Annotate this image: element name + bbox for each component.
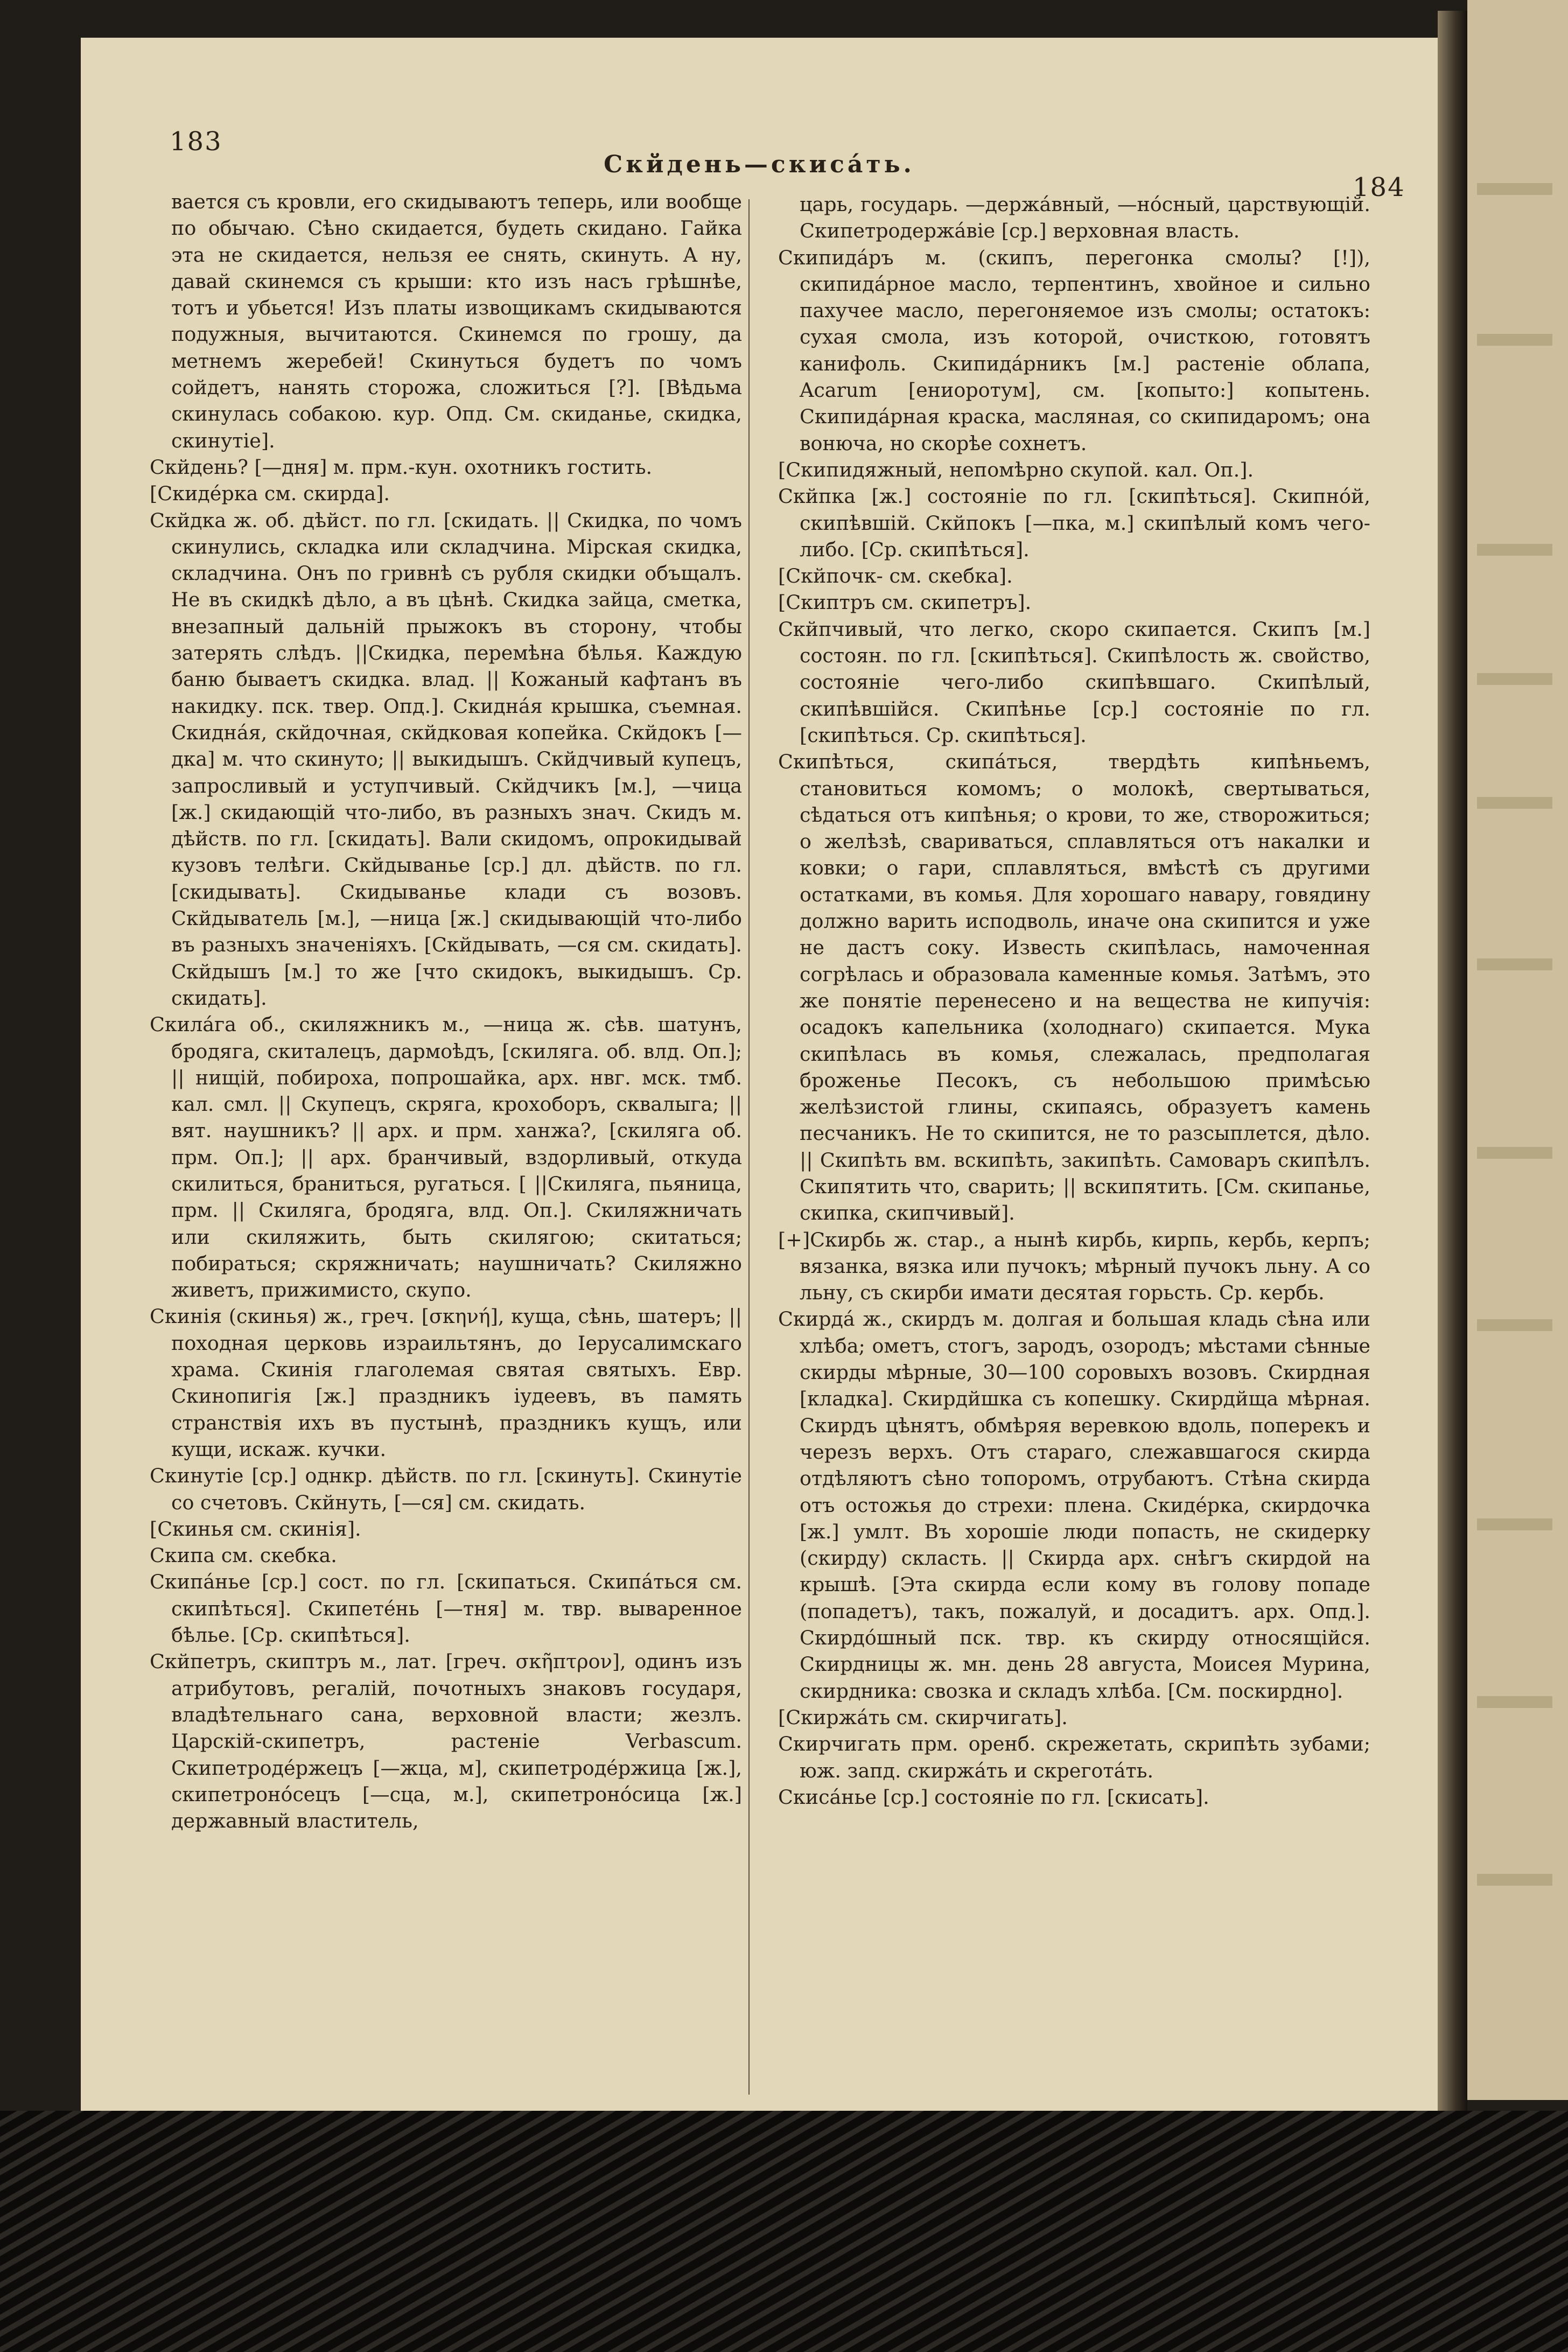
dictionary-page [81, 38, 1438, 2111]
dark-background-band [0, 2111, 1568, 2352]
running-head: Скйдень—скисáть. [604, 151, 915, 178]
entry: Скипѣться, скипáться, твердѣть кипѣньемъ, становиться комомъ; о молокѣ, свертываться, сѣдаться отъ кипѣнья; о крови, то же, створожиться; о желѣзѣ, свариваться, сплавляться отъ накалки и ковки; о гари, сплавляться, вмѣстѣ съ другими остатками, въ комья. Для хорошаго навару, говядину должно варить исподволь, иначе она скипится и уже не дастъ соку. Известь скипѣлась, намоченная согрѣлась и образовала каменные комья. Затѣмъ, это же понятіе перенесено и на вещества не кипучія: осадокъ капельника (холоднаго) скипается. Мука скипѣлась въ комья, слежалась, предполагая броженье Песокъ, съ небольшою примѣсью желѣзистой глины, скипаясь, образуетъ камень песчаникъ. Не то скипится, не то разсыплется, дѣло. || Скипѣть вм. вскипѣть, закипѣть. Самоваръ скипѣлъ. Скипятить что, сварить; || вскипятить. [См. скипанье, скипка, скипчивый]. [778, 750, 1370, 1225]
faint-text-line [1477, 673, 1552, 685]
entry: Скирдá ж., скирдъ м. долгая и большая кладь сѣна или хлѣба; ометъ, стогъ, зародъ, озородъ; мѣстами сѣнные скирды мѣрные, 30—100 соровыхъ возовъ. Скирдная [кладка]. Скирдйшка съ копешку. Скирдйща мѣрная. Скирдъ цѣнятъ, обмѣряя веревкою вдоль, поперекъ и черезъ верхъ. Отъ стараго, слежавшагося скирда отдѣляютъ сѣно топоромъ, отрубаютъ. Стѣна скирда отъ остожья до стрехи: плена. Скидéрка, скирдочка [ж.] умлт. Въ хорошіе люди попасть, не скидерку (скирду) скласть. || Скирда арх. снѣгъ скирдой на крышѣ. [Эта скирда если кому въ голову попаде (попадетъ), такъ, пожалуй, и досадитъ. арх. Опд.]. Скирдóшный пск. твр. къ скирду относящійся. Скирдницы ж. мн. день 28 августа, Моисея Мурина, скирдника: свозка и складъ хлѣба. [См. поскирдно]. [778, 1307, 1370, 1703]
faint-text-line [1477, 544, 1552, 556]
left-column [150, 188, 742, 1834]
entry: Скйпка [ж.] состояніе по гл. [скипѣться]. Скипнóй, скипѣвшій. Скйпокъ [—пка, м.] скипѣлый комъ чего-либо. [Ср. скипѣться]. [778, 485, 1370, 561]
page-number-left: 183 [170, 127, 222, 157]
entry: Скинія (скинья) ж., греч. [σκηνή], куща, сѣнь, шатеръ; || походная церковь израильтянъ, до Іерусалимскаго храма. Скинія глаголемая святая святыхъ. Евр. Скинопигія [ж.] праздникъ іудеевъ, въ память странствія ихъ въ пустынѣ, праздникъ кущъ, или кущи, искаж. кучки. [150, 1305, 742, 1461]
next-page-edge [1467, 0, 1568, 2100]
entry: [Скипидяжный, непомѣрно скупой. кал. Оп.]. [778, 458, 1254, 481]
entry: [Скинья см. скинія]. [150, 1517, 361, 1541]
entry: Скинутіе [ср.] однкр. дѣйств. по гл. [скинуть]. Скинутіе со счетовъ. Скйнуть, [—ся] см. скидать. [150, 1464, 742, 1514]
entry: [Скиптръ см. скипетръ]. [778, 591, 1032, 614]
entry: Скисáнье [ср.] состояніе по гл. [скисать]. [778, 1785, 1209, 1809]
column-divider [748, 199, 750, 2095]
faint-text-line [1477, 958, 1552, 970]
entry: Скйдень? [—дня] м. прм.-кун. охотникъ гостить. [150, 455, 653, 479]
faint-text-line [1477, 183, 1552, 195]
book-gutter [1438, 11, 1467, 2111]
faint-text-line [1477, 797, 1552, 809]
faint-text-line [1477, 1147, 1552, 1159]
entry: [Скйпочк- см. скебка]. [778, 564, 1013, 588]
faint-text-line [1477, 1518, 1552, 1530]
entry: Скилáга об., скиляжникъ м., —ница ж. сѣв. шатунъ, бродяга, скиталецъ, дармоѣдъ, [скиляга. об. влд. Оп.]; || нищій, побироха, попрошайка, арх. нвг. мск. тмб. кал. смл. || Скупецъ, скряга, крохоборъ, сквалыга; || вят. наушникъ? || арх. и прм. ханжа?, [скиляга об. прм. Оп.]; || арх. бранчивый, вздорливый, откуда скилиться, браниться, ругаться. [ ||Скиляга, пьяница, прм. || Скиляга, бродяга, влд. Оп.]. Скиляжничать или скиляжить, быть скилягою; скитаться; побираться; скряжничать; наушничать? Скиляжно живетъ, прижимисто, скупо. [150, 1013, 742, 1302]
right-column [778, 191, 1370, 1810]
entry: вается съ кровли, его скидываютъ теперь, или вообще по обычаю. Сѣно скидается, будеть скидано. Гайка эта не скидается, нельзя ее снять, скинуть. А ну, давай скинемся съ крыши: кто изъ насъ грѣшнѣе, тотъ и убьется! Изъ платы извощикамъ скидываются подужныя, вычитаются. Скинемся по грошу, да метнемъ жеребей! Скинуться будетъ по чомъ сойдетъ, нанять сторожа, сложиться [?]. [Вѣдьма скинулась собакою. кур. Опд. См. скиданье, скидка, скинутіе]. [171, 190, 742, 452]
entry: Скйпетръ, скиптръ м., лат. [греч. σκῆπτρον], одинъ изъ атрибутовъ, регалій, почотныхъ знаковъ государя, владѣтельнаго сана, верховной власти; жезлъ. Царскій-скипетръ, растеніе Verbascum. Скипетродéржецъ [—жца, м], скипетродéржица [ж.], скипетронóсецъ [—сца, м.], скипетронóсица [ж.] державный властитель, [150, 1650, 742, 1833]
page-number-right: 184 [1353, 172, 1405, 202]
entry: Скйпчивый, что легко, скоро скипается. Скипъ [м.] состоян. по гл. [скипѣться]. Скипѣлость ж. свойство, состояніе чего-либо скипѣвшаго. Скипѣлый, скипѣвшійся. Скипѣнье [ср.] состояніе по гл. [скипѣться. Ср. скипѣться]. [778, 617, 1370, 747]
entry: царь, государь. —держáвный, —нóсный, царствующій. Скипетродержáвіе [ср.] верховная власть. [800, 193, 1370, 243]
faint-text-line [1477, 334, 1552, 346]
entry: [Скиржáть см. скирчигать]. [778, 1705, 1068, 1729]
faint-text-line [1477, 1696, 1552, 1708]
entry: [Скидéрка см. скирда]. [150, 482, 390, 506]
entry: Скипидáръ м. (скипъ, перегонка смолы? [!]), скипидáрное масло, терпентинъ, хвойное и сильно пахучее масло, перегоняемое изъ смолы; остатокъ: сухая смола, изъ которой, очисткою, готовятъ канифоль. Скипидáрникъ [м.] растеніе облапа, Acarum [ениоротум], см. [копыто:] копытень. Скипидáрная краска, масляная, со скипидаромъ; она вонюча, но скорѣе сохнетъ. [778, 246, 1370, 455]
faint-text-line [1477, 1319, 1552, 1331]
faint-text-line [1477, 1874, 1552, 1886]
entry: Скирчигать прм. оренб. скрежетать, скрипѣть зубами; юж. запд. скиржáть и скреготáть. [778, 1732, 1370, 1782]
entry: Скипáнье [ср.] сост. по гл. [скипаться. Скипáться см. скипѣться]. Скипетéнь [—тня] м. твр. вываренное бѣлье. [Ср. скипѣться]. [150, 1570, 742, 1647]
entry: [+]Скирбь ж. стар., а нынѣ кирбь, кирпь, кербь, керпъ; вязанка, вязка или пучокъ; мѣрный пучокъ льну. А со льну, съ скирби имати десятая горьсть. Ср. кербь. [778, 1228, 1370, 1305]
entry: Скйдка ж. об. дѣйст. по гл. [скидать. || Скидка, по чомъ скинулись, складка или складчина. Мірская скидка, складчина. Онъ по гривнѣ съ рубля скидки объщалъ. Не въ скидкѣ дѣло, а въ цѣнѣ. Скидка зайца, сметка, внезапный дальній прыжокъ въ сторону, чтобы затерять слѣдъ. ||Скидка, перемѣна бѣлья. Каждую баню бываетъ скидка. влад. || Кожаный кафтанъ въ накидку. пск. твер. Опд.]. Скиднáя крышка, съемная. Скиднáя, скйдочная, скйдковая копейка. Скйдокъ [—дка] м. что скинуто; || выкидышъ. Скйдчивый купецъ, запросливый и уступчивый. Скйдчикъ [м.], —чица [ж.] скидающій что-либо, въ разныхъ знач. Скидъ м. дѣйств. по гл. [скидать]. Вали скидомъ, опрокидывай кузовъ телѣги. Скйдыванье [ср.] дл. дѣйств. по гл. [скидывать]. Скидыванье клади съ возовъ. Скйдыватель [м.], —ница [ж.] скидывающій что-либо въ разныхъ значеніяхъ. [Скйдывать, —ся см. скидать]. Скйдышъ [м.] то же [что скидокъ, выкидышъ. Ср. скидать]. [150, 508, 742, 1010]
entry: Скипа см. скебка. [150, 1544, 337, 1567]
